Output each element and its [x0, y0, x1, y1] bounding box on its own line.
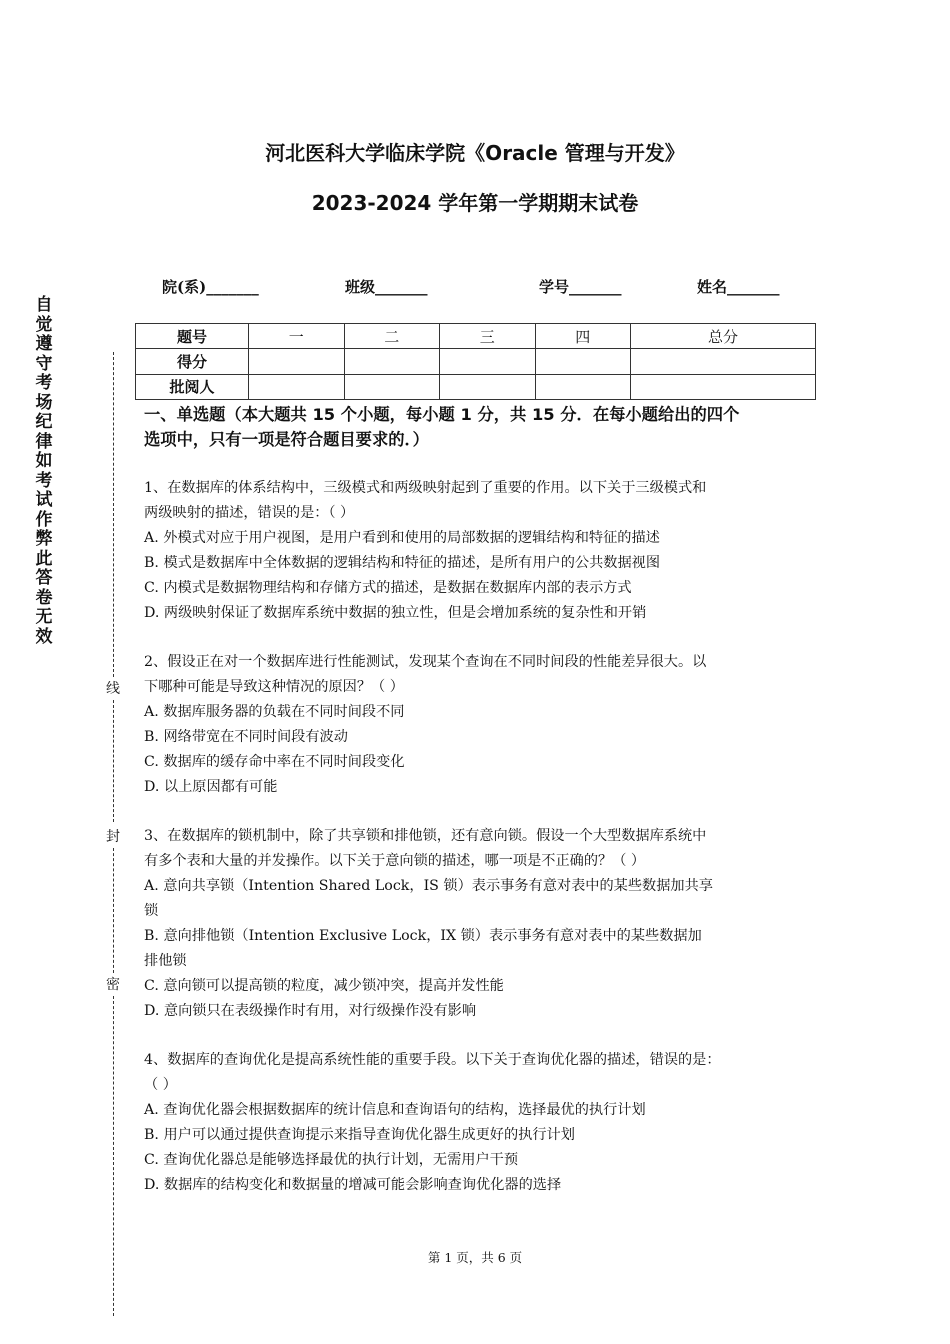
score-row — [136, 349, 816, 374]
option-d: D. 数据库的结构变化和数据量的增减可能会影响查询优化器的选择 — [144, 1177, 562, 1193]
question-stem: 有多个表和大量的并发操作。以下关于意向锁的描述，哪一项是不正确的？（ ） — [144, 853, 646, 869]
score-table — [135, 323, 816, 400]
binding-label-line: 线 — [106, 681, 120, 697]
option-c: C. 查询优化器总是能够选择最优的执行计划，无需用户干预 — [144, 1152, 519, 1168]
score-cell — [440, 349, 536, 374]
score-cell — [344, 349, 440, 374]
binding-label-secret: 密 — [106, 977, 120, 993]
grader-row-label: 批阅人 — [136, 374, 249, 399]
option-b: B. 网络带宽在不同时间段有波动 — [144, 729, 348, 745]
binding-dashed-line — [113, 996, 114, 1316]
question-4 — [144, 1048, 816, 1198]
question-stem: 3、在数据库的锁机制中，除了共享锁和排他锁，还有意向锁。假设一个大型数据库系统中 — [144, 828, 707, 844]
option-d: D. 以上原因都有可能 — [144, 779, 278, 795]
option-c: C. 意向锁可以提高锁的粒度，减少锁冲突，提高并发性能 — [144, 978, 504, 994]
option-b-cont: 排他锁 — [144, 953, 187, 969]
class-field: 班级_______ — [345, 278, 428, 296]
score-header-cell: 三 — [440, 324, 536, 349]
option-c: C. 数据库的缓存命中率在不同时间段变化 — [144, 754, 405, 770]
question-stem: 4、数据库的查询优化是提高系统性能的重要手段。以下关于查询优化器的描述，错误的是： — [144, 1052, 721, 1068]
student-id-field: 学号_______ — [539, 278, 622, 296]
option-b: B. 意向排他锁（Intention Exclusive Lock，IX 锁）表示事务有意对表中的某些数据加 — [144, 928, 702, 944]
grader-row — [136, 374, 816, 399]
binding-dashed-line — [113, 848, 114, 973]
department-field: 院(系)_______ — [162, 278, 259, 296]
exam-subtitle: 2023-2024 学年第一学期期末试卷 — [311, 191, 639, 215]
grader-cell — [344, 374, 440, 399]
section-title: 一、单选题（本大题共 15 个小题，每小题 1 分，共 15 分．在每小题给出的四个 — [144, 405, 740, 424]
grader-cell — [631, 374, 816, 399]
question-stem: 2、假设正在对一个数据库进行性能测试，发现某个查询在不同时间段的性能差异很大。以 — [144, 654, 707, 670]
question-stem: 下哪种可能是导致这种情况的原因？（ ） — [144, 679, 404, 695]
score-header-cell: 总分 — [631, 324, 816, 349]
option-a: A. 数据库服务器的负载在不同时间段不同 — [144, 704, 405, 720]
score-cell — [249, 349, 345, 374]
score-row-label: 得分 — [136, 349, 249, 374]
question-section — [144, 402, 816, 1198]
binding-dashed-line — [113, 352, 114, 677]
option-c: C. 内模式是数据物理结构和存储方式的描述，是数据在数据库内部的表示方式 — [144, 580, 632, 596]
option-a-cont: 锁 — [144, 903, 159, 919]
option-a: A. 外模式对应于用户视图，是用户看到和使用的局部数据的逻辑结构和特征的描述 — [144, 530, 660, 546]
grader-cell — [440, 374, 536, 399]
grader-cell — [249, 374, 345, 399]
question-stem: （ ） — [144, 1077, 177, 1093]
binding-label-seal: 封 — [106, 829, 120, 845]
score-header-cell: 四 — [535, 324, 631, 349]
question-stem: 1、在数据库的体系结构中，三级模式和两级映射起到了重要的作用。以下关于三级模式和 — [144, 480, 707, 496]
section-title-cont: 选项中，只有一项是符合题目要求的．） — [144, 430, 429, 449]
option-a: A. 意向共享锁（Intention Shared Lock，IS 锁）表示事务有意对表中的某些数据加共享 — [144, 878, 713, 894]
score-header-cell: 题号 — [136, 324, 249, 349]
question-2 — [144, 650, 816, 800]
score-table-header-row — [136, 324, 816, 349]
score-cell — [631, 349, 816, 374]
question-stem: 两级映射的描述，错误的是：（ ） — [144, 505, 355, 521]
question-1 — [144, 476, 816, 626]
option-d: D. 两级映射保证了数据库系统中数据的独立性，但是会增加系统的复杂性和开销 — [144, 605, 647, 621]
option-d: D. 意向锁只在表级操作时有用，对行级操作没有影响 — [144, 1003, 477, 1019]
option-b: B. 用户可以通过提供查询提示来指导查询优化器生成更好的执行计划 — [144, 1127, 575, 1143]
question-3 — [144, 824, 816, 1024]
score-cell — [535, 349, 631, 374]
option-b: B. 模式是数据库中全体数据的逻辑结构和特征的描述，是所有用户的公共数据视图 — [144, 555, 661, 571]
score-header-cell: 一 — [249, 324, 345, 349]
name-field: 姓名_______ — [697, 278, 780, 296]
option-a: A. 查询优化器会根据数据库的统计信息和查询语句的结构，选择最优的执行计划 — [144, 1102, 646, 1118]
page-number: 第 1 页，共 6 页 — [427, 1250, 523, 1265]
score-header-cell: 二 — [344, 324, 440, 349]
binding-dashed-line — [113, 700, 114, 822]
exam-discipline-notice: 自觉遵守考场纪律如考试作弊此答卷无效 — [35, 295, 53, 647]
grader-cell — [535, 374, 631, 399]
exam-title: 河北医科大学临床学院《Oracle 管理与开发》 — [265, 141, 685, 165]
